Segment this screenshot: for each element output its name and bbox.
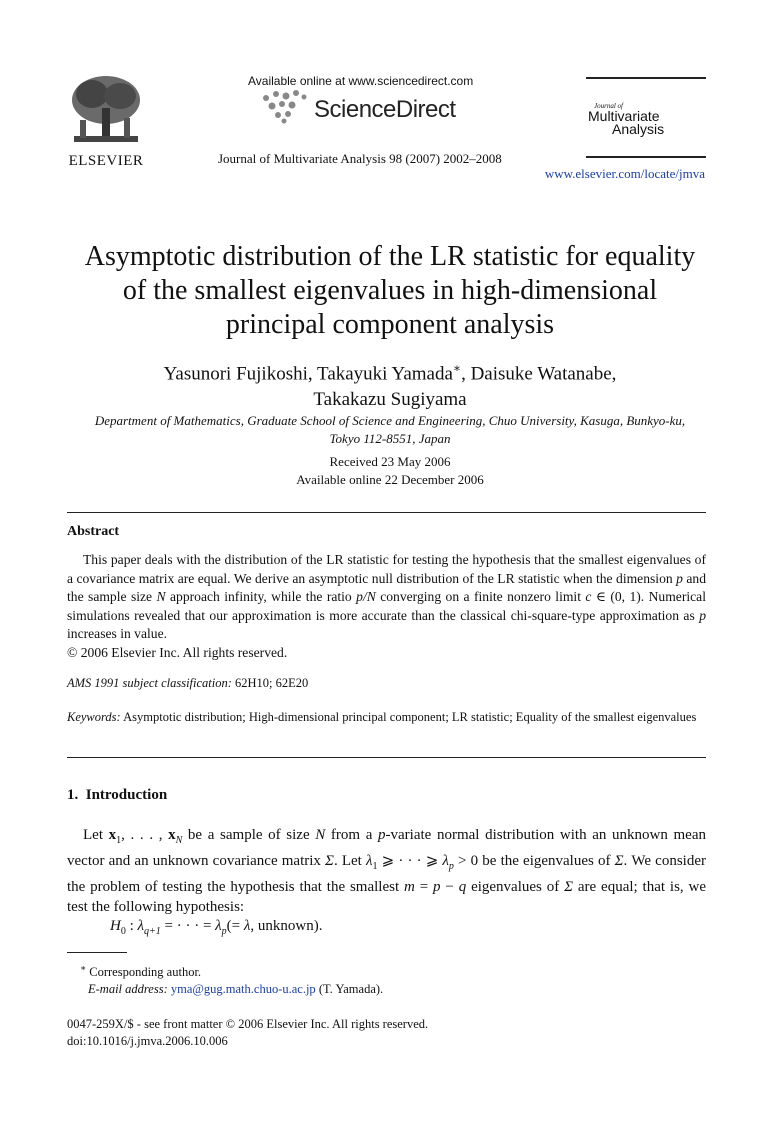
title-line-2: of the smallest eigenvalues in high-dimensional [122, 275, 658, 306]
paper-title [40, 240, 740, 342]
footnote-rule [67, 952, 127, 953]
affiliation-line-1: Department of Mathematics, Graduate School of Science and Engineering, Chuo University, Kasuga, Bunkyo-ku, [94, 413, 686, 428]
dates [40, 453, 740, 489]
received-date: Received 23 May 2006 [329, 454, 451, 469]
keywords-value: Asymptotic distribution; High-dimensional principal component; LR statistic; Equality of the smallest eigenvalues [120, 710, 697, 724]
footnote [80, 960, 383, 998]
email-link[interactable]: yma@gug.math.chuo-u.ac.jp [170, 982, 316, 997]
footnote-corresponding: ∗ Corresponding author. [80, 963, 202, 980]
intro-paragraph: Let $x_1$, . . . , $x_N$ be a sample of size N from a p-variate normal distribution with an unknown mean vector and an unknown covariance matrix Σ. Let $\lambda_1$ ⩾ · · · ⩾ $\lambda_p > 0$ be the eigenvalues of Σ. We consider the problem of testing the hypothesis that the smallest m = p − q eigenvalues of Σ are equal; that is, we test the following hypothesis: [67, 827, 707, 915]
corresponding-star[interactable]: ∗ [452, 361, 462, 375]
abstract-copyright: © 2006 Elsevier Inc. All rights reserved. [67, 644, 288, 660]
authors-names-a: Yasunori Fujikoshi, Takayuki Yamada [163, 363, 453, 385]
abstract-paragraph: This paper deals with the distribution of the LR statistic for testing the hypothesis that the smallest eigenvalues of a covariance matrix are equal. We derive an asymptotic null distribution of the LR statistic when the dimension p and the sample size N approach infinity, while the ratio p/N converging on a finite nonzero limit c ∈ (0, 1). Numerical simulations revealed that our approximation is more accurate than the classical chi-square-type approximation as p increases in value. [67, 552, 706, 641]
title-line-1: Asymptotic distribution of the LR statistic for equality [84, 241, 696, 272]
ams-value: 62H10; 62E20 [231, 676, 309, 690]
abstract-rule-top [67, 512, 706, 513]
journal-logo [588, 102, 708, 136]
available-online: Available online at www.sciencedirect.com [248, 74, 474, 88]
issn-line: 0047-259X/$ - see front matter © 2006 Elsevier Inc. All rights reserved. [67, 1017, 429, 1031]
abstract-heading: Abstract [67, 524, 120, 539]
journal-logo-rule-bottom [586, 156, 706, 158]
affiliation [40, 412, 740, 448]
keywords [67, 709, 706, 726]
section-1-body [67, 825, 706, 917]
front-matter [67, 1016, 428, 1050]
journal-citation: Journal of Multivariate Analysis 98 (2007) 2002–2008 [218, 151, 502, 166]
journal-logo-small: Journal of [594, 102, 623, 110]
journal-url[interactable]: www.elsevier.com/locate/jmva [544, 166, 705, 181]
online-date: Available online 22 December 2006 [296, 472, 484, 487]
elsevier-wordmark: ELSEVIER [68, 153, 144, 169]
keywords-label: Keywords: [67, 710, 121, 724]
footnote-email: E-mail address: yma@gug.math.chuo-u.ac.jp (T. Yamada). [88, 982, 384, 997]
journal-logo-rule-top [586, 77, 706, 79]
hypothesis-equation: $H_0$ : $\lambda_{q+1}$ = · · · = $\lambda_p(= \lambda$, unknown). [110, 918, 323, 937]
abstract-body [67, 551, 706, 662]
authors-names-b: , Daisuke Watanabe, [461, 363, 617, 385]
elsevier-tree-icon [64, 72, 148, 148]
sciencedirect-logo [258, 88, 488, 128]
section-1-heading: 1. Introduction [67, 787, 168, 803]
journal-logo-line1: Multivariate [588, 108, 660, 124]
authors-line-1 [40, 355, 740, 387]
authors-line-2: Takakazu Sugiyama [313, 389, 467, 411]
title-line-3: principal component analysis [225, 309, 555, 340]
authors [40, 355, 740, 413]
doi-line: doi:10.1016/j.jmva.2006.10.006 [67, 1034, 228, 1048]
ams-classification [67, 676, 308, 691]
sciencedirect-dots-icon [258, 88, 312, 126]
sciencedirect-wordmark: ScienceDirect [314, 96, 456, 123]
ams-label: AMS 1991 subject classification: [67, 676, 232, 690]
affiliation-line-2: Tokyo 112-8551, Japan [329, 431, 451, 446]
journal-logo-line2: Analysis [612, 121, 665, 137]
abstract-rule-bottom [67, 757, 706, 758]
elsevier-logo [64, 72, 148, 169]
